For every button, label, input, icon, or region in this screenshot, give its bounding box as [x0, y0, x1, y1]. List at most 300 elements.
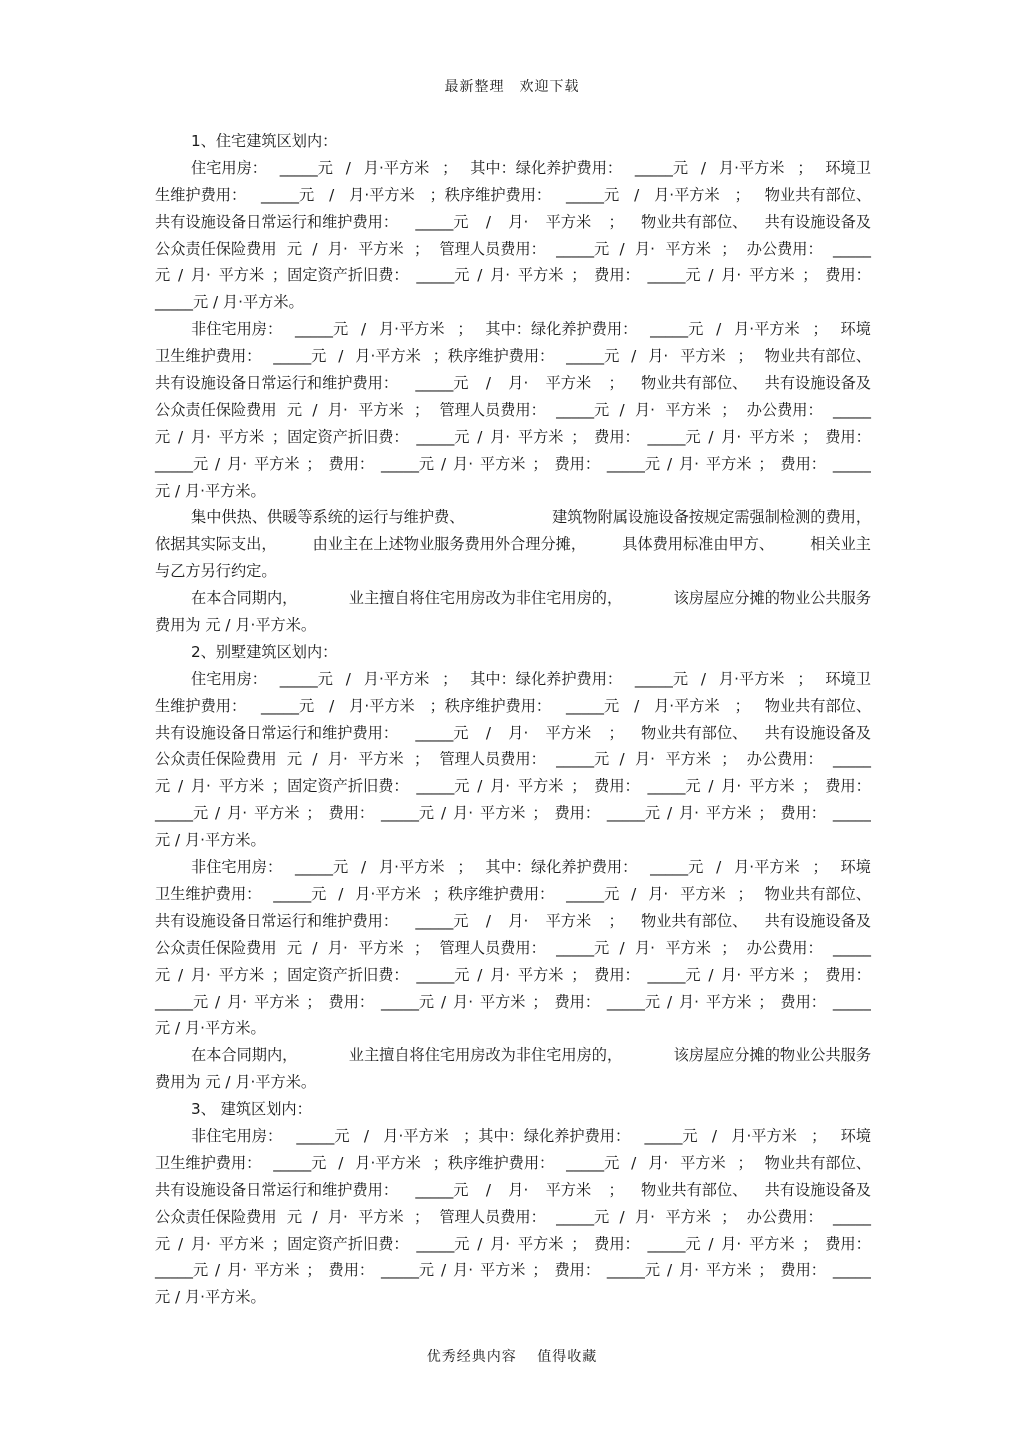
text-segment: 共有设施设备及	[764, 212, 871, 231]
text-segment: 住宅用房：	[191, 158, 267, 177]
text-segment: 非住宅用房：	[191, 858, 283, 877]
text-segment: _____元	[155, 454, 209, 473]
text-segment: ；	[571, 965, 587, 984]
text-segment: /	[345, 669, 351, 688]
text-segment: 环境	[840, 1126, 871, 1145]
text-segment: 月·平方米	[383, 1126, 449, 1145]
text-segment: 平方米	[517, 427, 564, 446]
text-segment: 建筑物附属设施设备按规定需强制检测的费用，	[552, 508, 871, 527]
text-segment: 月·	[648, 347, 669, 366]
text-segment: 平方米	[545, 212, 592, 231]
text-segment: _____元	[566, 696, 620, 715]
text-segment: /	[708, 777, 714, 796]
text-segment: /	[619, 239, 625, 258]
text-segment: /	[716, 320, 722, 339]
text-line	[155, 1177, 871, 1204]
text-segment: _____元	[566, 347, 620, 366]
text-segment: 2、别墅建筑区划内：	[191, 642, 338, 661]
text-segment: 费用：	[780, 454, 826, 473]
text-segment: _____元	[380, 992, 435, 1011]
text-segment: ；	[532, 804, 548, 823]
text-line	[155, 800, 871, 827]
text-line	[155, 1096, 871, 1123]
text-segment: /	[312, 750, 318, 769]
text-segment: 费用：	[554, 804, 601, 823]
text-segment: ；	[306, 804, 322, 823]
text-segment: 公众责任保险费用	[155, 938, 277, 957]
text-segment: 月·	[678, 992, 699, 1011]
text-segment: ；	[811, 1126, 827, 1145]
text-segment: 依据其实际支出，	[155, 535, 277, 554]
text-segment: ；	[413, 400, 430, 419]
text-segment: _____元	[556, 938, 610, 957]
text-segment: 共有设施设备及	[764, 723, 871, 742]
text-segment: 物业共有部位、	[764, 1153, 871, 1172]
text-segment: 元	[155, 427, 171, 446]
text-segment: _____元	[566, 884, 620, 903]
text-segment: /	[619, 750, 625, 769]
text-segment: 月·	[508, 1180, 529, 1199]
text-segment: ；	[413, 1207, 430, 1226]
text-segment: /	[631, 1153, 637, 1172]
text-segment: /	[177, 965, 184, 984]
text-segment: _____元	[556, 750, 610, 769]
text-segment: 月·	[490, 266, 511, 285]
text-segment: _____	[832, 804, 871, 823]
text-line	[155, 1069, 871, 1096]
text-segment: 环境卫	[825, 669, 871, 688]
text-segment: _____元	[155, 1261, 209, 1280]
text-segment: 月·	[490, 427, 511, 446]
text-line	[155, 989, 871, 1016]
text-segment: ；	[571, 427, 587, 446]
text-segment: 月·平方米	[349, 185, 415, 204]
text-segment: _____元	[380, 454, 435, 473]
text-segment: 共有设施设备日常运行和维护费用：	[155, 374, 398, 393]
text-segment: 共有设施设备日常运行和维护费用：	[155, 1180, 398, 1199]
text-segment: /	[485, 212, 491, 231]
text-segment: _____元	[644, 1126, 698, 1145]
text-segment: ；	[758, 804, 774, 823]
text-segment: 物业共有部位、	[764, 347, 871, 366]
text-segment: 元	[286, 1207, 302, 1226]
text-segment: 月·平方米	[734, 320, 800, 339]
text-line	[155, 881, 871, 908]
text-segment: ；	[532, 1261, 548, 1280]
text-segment: 管理人员费用：	[439, 400, 546, 419]
text-segment: _____元	[155, 992, 209, 1011]
text-segment: 平方米	[358, 1207, 404, 1226]
text-line	[155, 746, 871, 773]
text-segment: /	[441, 992, 447, 1011]
text-segment: 管理人员费用：	[439, 750, 546, 769]
text-segment: 平方米	[748, 777, 795, 796]
text-segment: 月·	[508, 723, 529, 742]
text-line	[155, 935, 871, 962]
text-segment: 平方米	[680, 884, 726, 903]
text-segment: 办公费用：	[746, 750, 823, 769]
text-segment: /	[666, 804, 673, 823]
text-segment: /	[485, 911, 491, 930]
text-segment: 元	[286, 239, 302, 258]
text-segment: ；固定资产折旧费：	[271, 427, 409, 446]
text-segment: 具体费用标准由甲方、	[622, 535, 775, 554]
text-segment: 元	[155, 266, 171, 285]
text-segment: _____元	[261, 696, 315, 715]
text-segment: /	[666, 992, 673, 1011]
text-segment: /	[441, 1261, 447, 1280]
text-segment: 月·	[721, 266, 742, 285]
text-segment: 该房屋应分摊的物业公共服务	[673, 1046, 871, 1065]
text-segment: 平方米	[253, 992, 300, 1011]
text-segment: 平方米	[358, 239, 404, 258]
text-segment: 月·	[490, 965, 511, 984]
text-segment: 月·平方米	[718, 669, 785, 688]
text-segment: 平方米	[665, 750, 711, 769]
text-segment: /	[338, 347, 344, 366]
text-segment: ；	[457, 320, 473, 339]
document-body	[155, 128, 871, 1311]
text-segment: ；	[812, 858, 828, 877]
text-segment: 在本合同期内，	[191, 589, 298, 608]
text-line	[155, 504, 871, 531]
page-footer: 优秀经典内容 值得收藏	[426, 1349, 598, 1365]
text-segment: _____元	[416, 266, 470, 285]
text-segment: 物业共有部位、	[641, 911, 748, 930]
text-segment: 平方米	[479, 992, 526, 1011]
text-segment: /	[441, 454, 447, 473]
text-segment: _____元	[566, 1153, 620, 1172]
text-segment: 办公费用：	[746, 938, 823, 957]
text-segment: 物业共有部位、	[641, 1180, 748, 1199]
text-line	[155, 316, 871, 343]
text-segment: 月·平方米	[355, 1153, 421, 1172]
text-segment: 月·	[227, 1261, 248, 1280]
text-segment: 月·平方米	[363, 669, 430, 688]
text-segment: 元	[155, 777, 171, 796]
text-line	[155, 612, 871, 639]
text-segment: _____元	[606, 454, 661, 473]
text-segment: 月·	[227, 454, 248, 473]
text-segment: /	[177, 266, 184, 285]
text-segment: /	[716, 858, 722, 877]
text-segment: 办公费用：	[746, 239, 823, 258]
text-segment: _____	[832, 1207, 871, 1226]
text-segment: _____	[832, 454, 871, 473]
text-segment: ；	[532, 454, 548, 473]
text-segment: 元	[286, 400, 302, 419]
text-segment: /	[485, 1180, 491, 1199]
text-segment: 费用：	[825, 1234, 871, 1253]
text-segment: 费用：	[825, 777, 871, 796]
text-segment: /	[363, 1126, 369, 1145]
text-segment: _____	[832, 400, 871, 419]
text-line	[155, 1123, 871, 1150]
text-segment: 平方米	[253, 1261, 300, 1280]
text-segment: /	[477, 266, 483, 285]
text-line	[155, 182, 871, 209]
text-segment: 费用：	[328, 804, 375, 823]
text-segment: ；固定资产折旧费：	[271, 965, 409, 984]
text-segment: 月·平方米	[718, 158, 785, 177]
text-segment: 平方米	[479, 454, 526, 473]
text-segment: 月·	[678, 454, 699, 473]
text-segment: 共有设施设备及	[764, 1180, 871, 1199]
text-segment: 公众责任保险费用	[155, 750, 277, 769]
text-segment: 费用：	[825, 427, 871, 446]
text-segment: ；	[802, 777, 818, 796]
text-segment: 平方米	[517, 965, 564, 984]
text-segment: 费用为 元 / 月·平方米。	[155, 1073, 317, 1092]
text-segment: _____元	[279, 158, 333, 177]
text-segment: 业主擅自将住宅用房改为非住宅用房的，	[348, 1046, 623, 1065]
text-segment: 费用：	[780, 1261, 826, 1280]
text-segment: 共有设施设备日常运行和维护费用：	[155, 911, 398, 930]
text-segment: 物业共有部位、	[764, 185, 871, 204]
text-segment: 月·	[721, 1234, 742, 1253]
text-segment: /	[666, 454, 673, 473]
text-segment: 3、 建筑区划内：	[191, 1100, 312, 1119]
text-segment: 平方米	[253, 454, 300, 473]
text-segment: /	[631, 884, 637, 903]
text-line	[155, 1231, 871, 1258]
page-header: 最新整理 欢迎下载	[444, 79, 580, 95]
text-segment: 月·	[634, 239, 655, 258]
text-segment: 月·	[453, 454, 474, 473]
text-segment: 元 / 月·平方米。	[155, 1288, 266, 1307]
text-segment: _____元	[647, 965, 701, 984]
text-segment: 月·	[508, 374, 529, 393]
text-segment: ；	[306, 454, 322, 473]
text-segment: /	[708, 266, 714, 285]
text-segment: 其中：绿化养护费用：	[485, 320, 638, 339]
text-segment: 卫生维护费用：	[155, 884, 262, 903]
text-segment: 月·	[327, 938, 348, 957]
text-line	[155, 128, 871, 155]
text-segment: 平方米	[358, 400, 404, 419]
text-segment: ；	[608, 1180, 624, 1199]
text-segment: /	[485, 374, 491, 393]
text-segment: /	[215, 992, 221, 1011]
text-segment: _____元	[556, 239, 610, 258]
text-segment: /	[312, 1207, 318, 1226]
text-segment: /	[215, 804, 221, 823]
text-segment: 月·	[634, 400, 655, 419]
text-segment: ；	[571, 777, 587, 796]
text-segment: /	[360, 320, 367, 339]
text-segment: _____元	[415, 723, 469, 742]
text-segment: ；	[737, 1153, 753, 1172]
text-segment: _____元	[606, 804, 661, 823]
text-line	[155, 289, 871, 316]
text-segment: _____元	[415, 374, 469, 393]
text-segment: 费用：	[780, 992, 826, 1011]
text-segment: 月·	[634, 1207, 655, 1226]
text-segment: _____元	[650, 320, 704, 339]
text-segment: _____元	[415, 1180, 469, 1199]
text-line	[155, 1042, 871, 1069]
text-segment: _____	[832, 992, 871, 1011]
text-segment: 相关业主	[810, 535, 871, 554]
text-segment: 平方米	[748, 427, 795, 446]
text-segment: 平方米	[748, 266, 795, 285]
text-segment: /	[631, 347, 637, 366]
text-segment: 月·	[327, 1207, 348, 1226]
text-segment: _____元	[647, 777, 701, 796]
text-line	[155, 1150, 871, 1177]
text-segment: _____元	[647, 266, 701, 285]
text-line	[155, 827, 871, 854]
text-segment: 1、住宅建筑区划内：	[191, 132, 338, 150]
text-segment: 平方米	[517, 266, 564, 285]
text-segment: ；秩序维护费用：	[429, 185, 552, 204]
text-segment: 物业共有部位、	[764, 884, 871, 903]
text-segment: 费用：	[594, 965, 640, 984]
text-segment: _____元	[380, 1261, 435, 1280]
text-segment: 办公费用：	[746, 400, 823, 419]
text-segment: ；	[532, 992, 548, 1011]
text-segment: 费用：	[594, 266, 640, 285]
text-segment: ；	[734, 696, 750, 715]
text-segment: _____元	[273, 884, 327, 903]
text-segment: /	[477, 777, 483, 796]
text-segment: 平方米	[545, 374, 592, 393]
text-segment: _____元	[647, 427, 701, 446]
text-segment: 由业主在上述物业服务费用外合理分摊，	[312, 535, 587, 554]
text-segment: ；	[758, 992, 774, 1011]
text-segment: 共有设施设备日常运行和维护费用：	[155, 723, 398, 742]
text-line	[155, 236, 871, 263]
text-segment: 月·	[508, 212, 529, 231]
text-segment: 平方米	[748, 965, 795, 984]
text-segment: 月·	[190, 777, 211, 796]
text-segment: ；	[802, 266, 818, 285]
text-segment: 费用：	[825, 266, 871, 285]
text-segment: _____元	[415, 911, 469, 930]
text-segment: 平方米	[358, 938, 404, 957]
text-segment: ；	[802, 427, 818, 446]
text-segment: 管理人员费用：	[439, 1207, 546, 1226]
text-line	[155, 639, 871, 666]
text-segment: 月·	[721, 427, 742, 446]
text-segment: ；	[721, 938, 737, 957]
text-segment: 费用：	[594, 427, 640, 446]
text-line	[155, 478, 871, 505]
text-segment: /	[477, 427, 483, 446]
text-segment: 月·	[327, 239, 348, 258]
text-line	[155, 908, 871, 935]
text-segment: 公众责任保险费用	[155, 400, 277, 419]
text-segment: /	[708, 427, 714, 446]
text-segment: _____元	[416, 777, 470, 796]
text-segment: _____元	[416, 427, 470, 446]
text-segment: ；固定资产折旧费：	[271, 777, 409, 796]
text-line	[155, 209, 871, 236]
text-segment: 月·	[490, 777, 511, 796]
text-segment: 费用：	[780, 804, 826, 823]
text-segment: 平方米	[665, 938, 711, 957]
text-segment: ；	[608, 212, 624, 231]
text-segment: 该房屋应分摊的物业公共服务	[673, 589, 871, 608]
text-segment: /	[441, 804, 447, 823]
text-segment: _____元	[416, 965, 470, 984]
text-segment: _____元	[647, 1234, 701, 1253]
text-segment: 其中：绿化养护费用：	[470, 158, 623, 177]
text-segment: ；	[721, 239, 737, 258]
text-segment: /	[329, 185, 335, 204]
text-segment: 月·	[327, 400, 348, 419]
text-segment: ；固定资产折旧费：	[271, 266, 409, 285]
text-segment: 平方米	[665, 400, 711, 419]
text-line	[155, 1015, 871, 1042]
text-segment: 生维护费用：	[155, 185, 247, 204]
text-segment: 非住宅用房：	[191, 1126, 283, 1145]
text-segment: 其中：绿化养护费用：	[470, 669, 623, 688]
text-segment: 平方米	[705, 992, 752, 1011]
text-segment: /	[177, 427, 184, 446]
text-segment: ；	[442, 158, 458, 177]
text-segment: 月·	[508, 911, 529, 930]
text-segment: 平方米	[517, 1234, 564, 1253]
text-segment: 月·	[327, 750, 348, 769]
text-segment: 月·	[721, 965, 742, 984]
text-segment: 共有设施设备日常运行和维护费用：	[155, 212, 398, 231]
text-segment: _____	[832, 1261, 871, 1280]
text-segment: _____元	[415, 212, 469, 231]
text-segment: /	[477, 1234, 483, 1253]
text-segment: 平方米	[545, 723, 592, 742]
text-segment: 物业共有部位、	[764, 696, 871, 715]
text-segment: /	[711, 1126, 718, 1145]
text-segment: ；	[571, 1234, 587, 1253]
text-segment: 月·	[227, 804, 248, 823]
text-segment: 月·	[490, 1234, 511, 1253]
text-segment: 物业共有部位、	[641, 723, 748, 742]
text-segment: 公众责任保险费用	[155, 1207, 277, 1226]
text-segment: 公众责任保险费用	[155, 239, 277, 258]
text-segment: _____元	[650, 858, 704, 877]
text-segment: 物业共有部位、	[641, 212, 748, 231]
text-line	[155, 424, 871, 451]
text-segment: 平方米	[358, 750, 404, 769]
text-segment: 平方米	[680, 347, 726, 366]
text-segment: 平方米	[545, 911, 592, 930]
text-segment: /	[708, 1234, 714, 1253]
text-segment: ；	[758, 1261, 774, 1280]
text-segment: /	[360, 858, 367, 877]
text-segment: _____元	[634, 669, 689, 688]
text-segment: 月·	[678, 1261, 699, 1280]
text-segment: 平方米	[517, 777, 564, 796]
text-segment: 业主擅自将住宅用房改为非住宅用房的，	[348, 589, 623, 608]
text-segment: 费用：	[554, 454, 601, 473]
text-segment: ；	[721, 1207, 737, 1226]
text-segment: 费用：	[328, 1261, 375, 1280]
text-segment: /	[619, 400, 625, 419]
text-segment: 元	[286, 750, 302, 769]
text-segment: 办公费用：	[746, 1207, 823, 1226]
text-segment: /	[215, 454, 221, 473]
text-segment: 月·	[227, 992, 248, 1011]
text-segment: _____	[832, 938, 871, 957]
text-segment: _____	[832, 239, 871, 258]
text-segment: /	[215, 1261, 221, 1280]
text-segment: _____元	[556, 1207, 610, 1226]
text-segment: 管理人员费用：	[439, 938, 546, 957]
text-segment: ；	[306, 992, 322, 1011]
text-line	[155, 585, 871, 612]
text-segment: ；	[802, 1234, 818, 1253]
